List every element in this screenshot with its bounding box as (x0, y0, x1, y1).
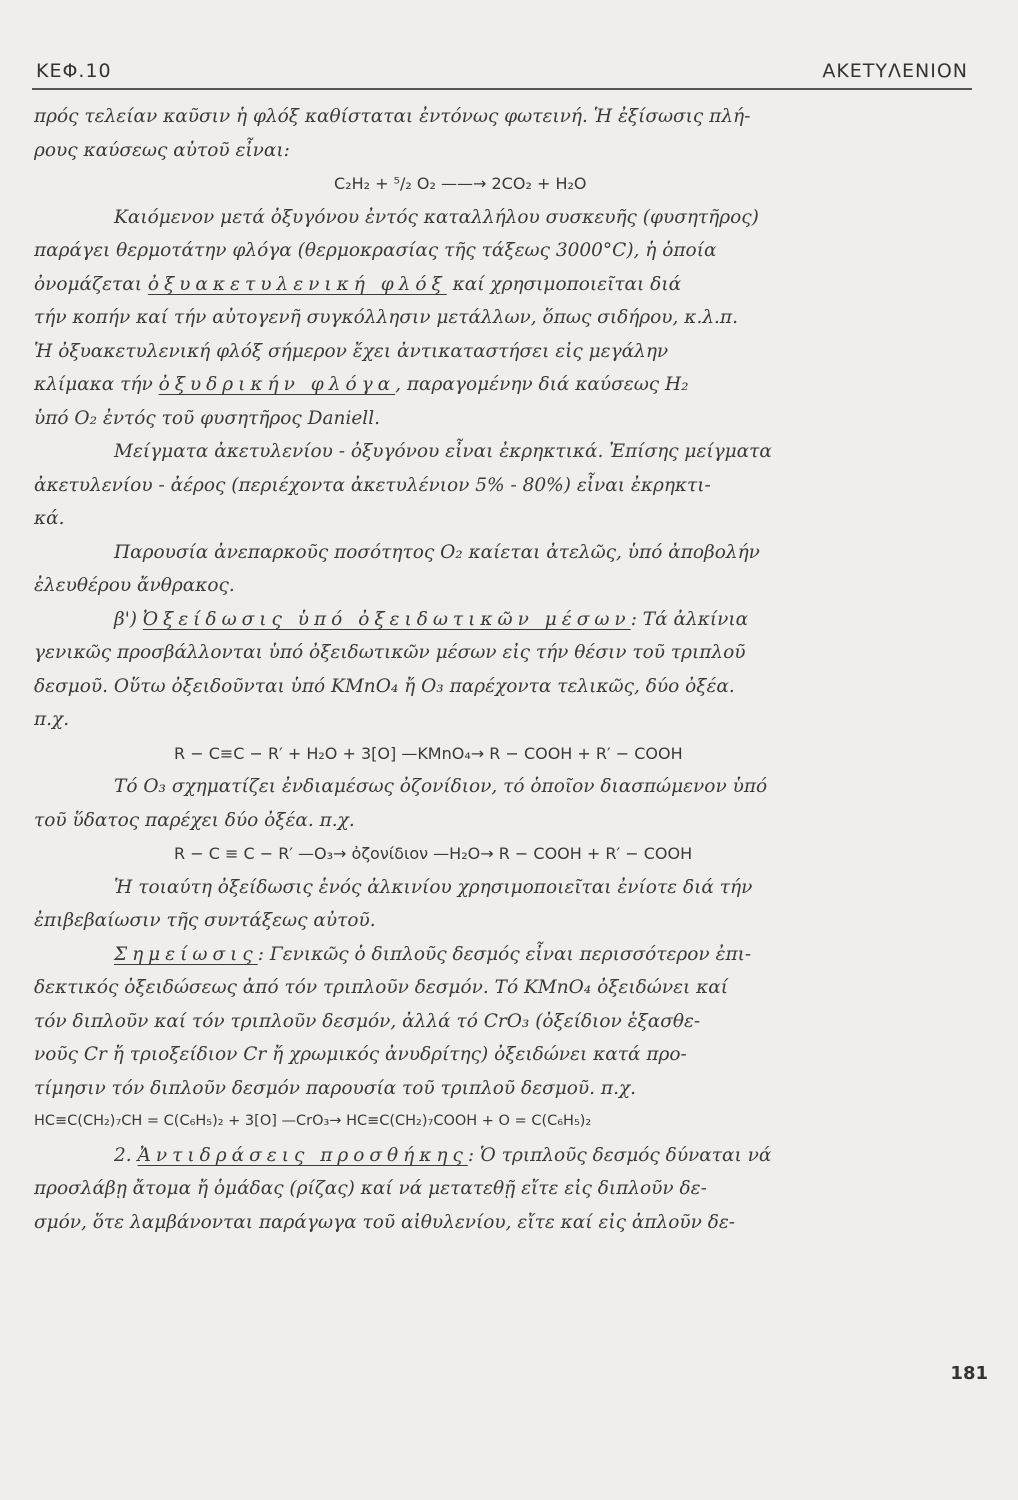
text-line: νοῦς Cr ἤ τριοξείδιον Cr ἤ χρωμικός ἀνυδρίτης) ὀξειδώνει κατά προ- (34, 1044, 687, 1065)
section-marker: β') (114, 608, 143, 630)
text-span: , παραγομένην διά καύσεως H₂ (395, 374, 689, 395)
section-title: Ὀξείδωσις ὑπό ὀξειδωτικῶν μέσων (142, 608, 631, 630)
text-line: Παρουσία ἀνεπαρκοῦς ποσότητος O₂ καίεται ἀτελῶς, ὑπό ἀποβολήν (114, 541, 760, 563)
text-span: : Τά ἀλκίνια (630, 608, 749, 630)
page-number: 181 (950, 1363, 988, 1384)
text-span: κλίμακα τήν (34, 374, 159, 395)
text-line: παράγει θερμοτάτην φλόγα (θερμοκρασίας τῆς τάξεως 3000°C), ἡ ὁποία (34, 240, 717, 261)
text-line: δεσμοῦ. Οὕτω ὀξειδοῦνται ὑπό KMnO₄ ἤ O₃ παρέχοντα τελικῶς, δύο ὀξέα. (34, 675, 735, 697)
text-line (34, 268, 974, 302)
text-line: τίμησιν τόν διπλοῦν δεσμόν παρουσία τοῦ τριπλοῦ δεσμοῦ. π.χ. (34, 1077, 637, 1099)
chapter-label: ΚΕΦ.10 (36, 60, 112, 82)
text-line: ἐλευθέρου ἄνθρακος. (34, 575, 235, 596)
text-line: Μείγματα ἀκετυλενίου - ὀξυγόνου εἶναι ἐκρηκτικά. Ἐπίσης μείγματα (114, 441, 772, 462)
note-title: Σημείωσις (114, 943, 258, 965)
running-title: ΑΚΕΤΥΛΕΝΙΟΝ (822, 60, 968, 82)
text-line: ρους καύσεως αὐτοῦ εἶναι: (34, 139, 290, 161)
equation-cro3: HC≡C(CH₂)₇CH = C(C₆H₅)₂ + 3[O] —CrO₃→ HC≡C(CH₂)₇COOH + O = C(C₆H₅)₂ (34, 1113, 592, 1129)
section-title: Ἀντιδράσεις προσθήκης (137, 1144, 468, 1166)
text-line: ἐπιβεβαίωσιν τῆς συντάξεως αὐτοῦ. (34, 910, 376, 931)
equation-kmno4: R − C≡C − R′ + H₂O + 3[O] —KMnO₄→ R − COOH + R′ − COOH (174, 743, 683, 763)
equation-combustion: C₂H₂ + ⁵/₂ O₂ ——→ 2CO₂ + H₂O (334, 174, 587, 193)
text-span: : Ὁ τριπλοῦς δεσμός δύναται νά (467, 1144, 772, 1166)
equation-ozone: R − C ≡ C − R′ —O₃→ ὀζονίδιον —H₂O→ R − COOH + R′ − COOH (174, 844, 693, 863)
text-line: τοῦ ὕδατος παρέχει δύο ὀξέα. π.χ. (34, 809, 355, 831)
text-span: καί χρησιμοποιεῖται διά (446, 273, 682, 295)
section-heading-addition (34, 1139, 974, 1173)
body-text (34, 100, 974, 1239)
text-line: ἀκετυλενίου - ἀέρος (περιέχοντα ἀκετυλένιον 5% - 80%) εἶναι ἐκρηκτι- (34, 474, 711, 496)
section-marker: 2. (114, 1144, 138, 1166)
term-oxyacetylene-flame: ὀξυακετυλενική φλόξ (147, 273, 447, 295)
text-line: σμόν, ὅτε λαμβάνονται παράγωγα τοῦ αἰθυλενίου, εἴτε καί εἰς ἁπλοῦν δε- (34, 1211, 736, 1233)
text-line: γενικῶς προσβάλλονται ὑπό ὀξειδωτικῶν μέσων εἰς τήν θέσιν τοῦ τριπλοῦ (34, 642, 746, 663)
text-line: πρός τελείαν καῦσιν ἡ φλόξ καθίσταται ἐντόνως φωτεινή. Ἡ ἐξίσωσις πλή- (34, 106, 751, 127)
text-line: Καιόμενον μετά ὀξυγόνου ἐντός καταλλήλου συσκευῆς (φυσητῆρος) (114, 206, 759, 228)
text-line: τόν διπλοῦν καί τόν τριπλοῦν δεσμόν, ἀλλά τό CrO₃ (ὀξείδιον ἑξασθε- (34, 1010, 701, 1032)
text-line: τήν κοπήν καί τήν αὐτογενῆ συγκόλλησιν μετάλλων, ὅπως σιδήρου, κ.λ.π. (34, 307, 738, 328)
text-line: ὑπό O₂ ἐντός τοῦ φυσητῆρος Daniell. (34, 407, 381, 429)
text-line: π.χ. (34, 709, 70, 730)
text-span: ὀνομάζεται (34, 273, 148, 295)
text-line: Ἡ ὀξυακετυλενική φλόξ σήμερον ἔχει ἀντικαταστήσει εἰς μεγάλην (34, 340, 669, 362)
text-line: Ἡ τοιαύτη ὀξείδωσις ἑνός ἀλκινίου χρησιμοποιεῖται ἐνίοτε διά τήν (114, 876, 753, 898)
text-span: : Γενικῶς ὁ διπλοῦς δεσμός εἶναι περισσότερον ἐπι- (257, 943, 752, 965)
text-line: δεκτικός ὀξειδώσεως ἀπό τόν τριπλοῦν δεσμόν. Τό KMnO₄ ὀξειδώνει καί (34, 977, 729, 998)
text-line: κά. (34, 508, 65, 529)
text-line: Τό O₃ σχηματίζει ἐνδιαμέσως ὀζονίδιον, τό ὁποῖον διασπώμενον ὑπό (114, 776, 768, 797)
term-oxyhydrogen-flame: ὀξυδρικήν φλόγα (158, 374, 396, 395)
note-heading (34, 938, 974, 972)
text-line: προσλάβῃ ἄτομα ἤ ὁμάδας (ρίζας) καί νά μετατεθῇ εἴτε εἰς διπλοῦν δε- (34, 1178, 707, 1199)
text-line (34, 368, 974, 402)
header-rule (32, 88, 972, 90)
section-heading-oxidation (34, 603, 974, 637)
